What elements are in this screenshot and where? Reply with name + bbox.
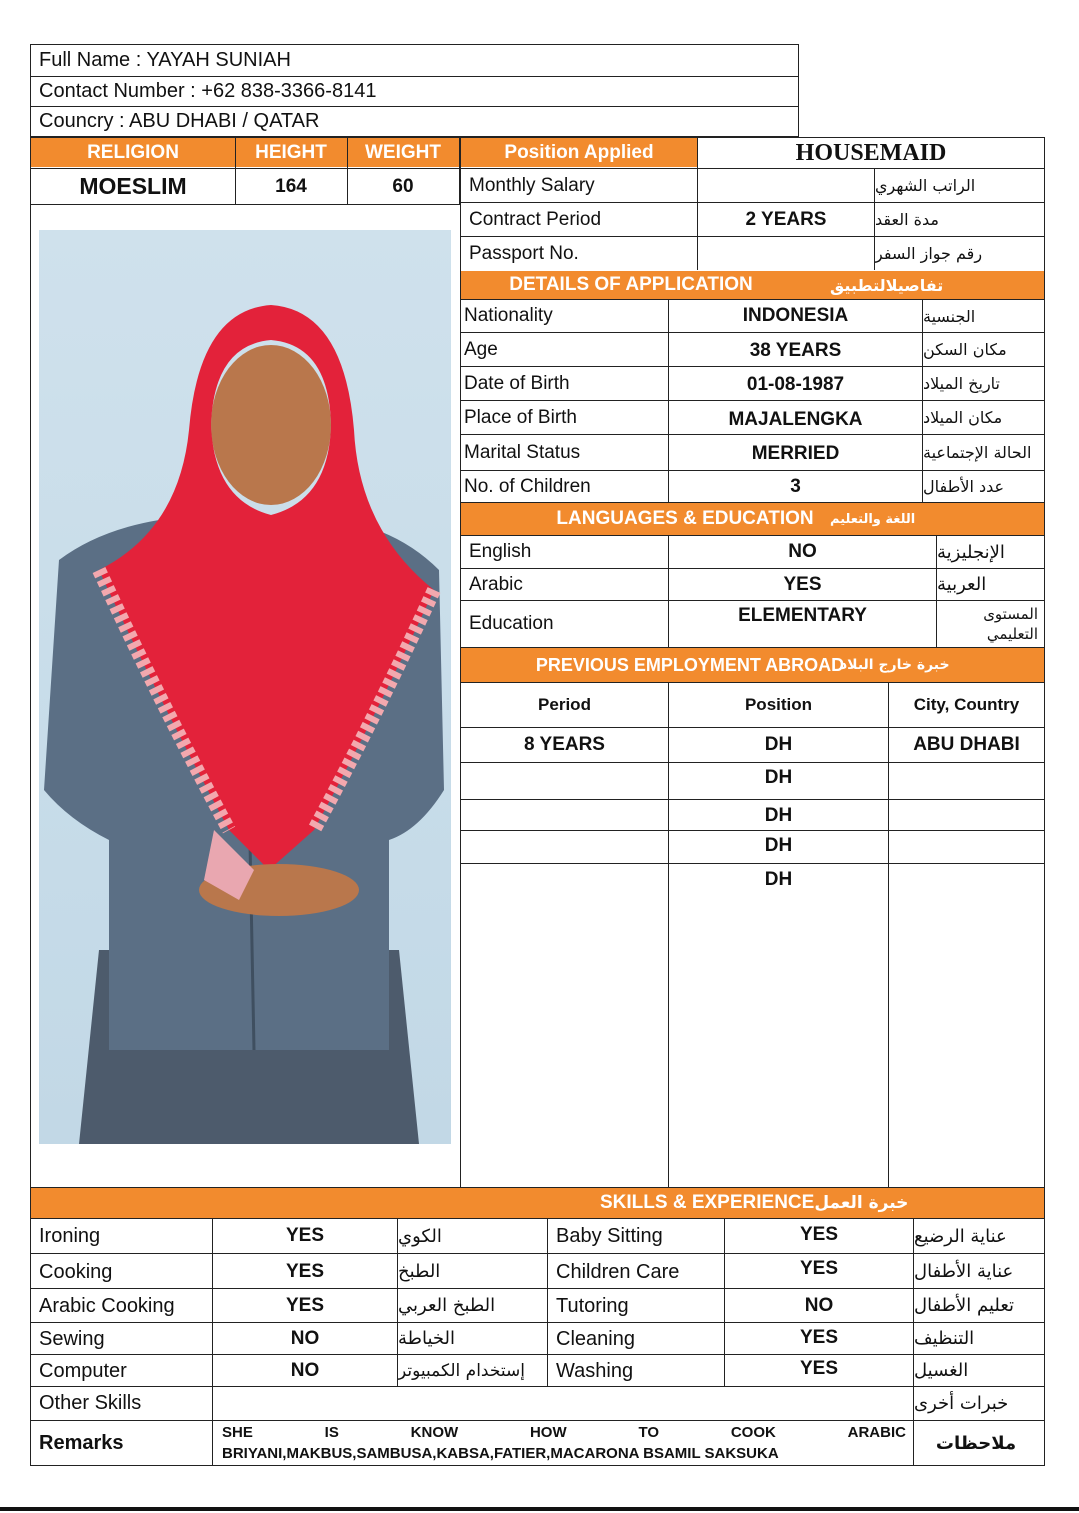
other-skills-label: Other Skills	[39, 1392, 142, 1414]
skill-children-care-label: Children Care	[556, 1260, 680, 1283]
pob-label: Place of Birth	[464, 406, 577, 428]
remarks-word: ARABIC	[847, 1424, 906, 1441]
skill-children-care-value: YES	[799, 1258, 839, 1279]
remarks-word: KNOW	[410, 1424, 459, 1441]
skill-ironing-label: Ironing	[39, 1224, 101, 1247]
skill-washing-label: Washing	[556, 1359, 634, 1382]
children-value: 3	[790, 475, 801, 497]
full-name: Full Name : YAYAH SUNIAH	[39, 49, 291, 71]
applicant-photo	[39, 230, 451, 1144]
passport-label: Passport No.	[469, 242, 579, 264]
nationality-label: Nationality	[464, 305, 553, 326]
skill-cooking-label: Cooking	[39, 1260, 113, 1283]
contract-period-label: Contract Period	[469, 208, 602, 230]
position-applied-label: Position Applied	[504, 141, 654, 163]
children-arabic: عدد الأطفال	[923, 477, 1005, 496]
skill-baby-sitting-label: Baby Sitting	[556, 1224, 663, 1247]
remarks-label: Remarks	[39, 1432, 124, 1454]
nationality-value: INDONESIA	[742, 305, 849, 326]
skills-header-en: SKILLS & EXPERIENCE	[600, 1192, 815, 1213]
employment-header: PREVIOUS EMPLOYMENT ABROAD	[535, 654, 845, 675]
skill-tutoring-value: NO	[804, 1294, 834, 1316]
employment-row-city: ABU DHABI	[913, 734, 1020, 755]
monthly-salary-arabic: الراتب الشهري	[875, 176, 976, 195]
remarks-word: COOK	[730, 1424, 776, 1441]
skill-tutoring-arabic: تعليم الأطفال	[914, 1295, 1015, 1316]
english-label: English	[469, 541, 532, 562]
remarks-line-2: BRIYANI,MAKBUS,SAMBUSA,KABSA,FATIER,MACARONA BSAMIL SAKSUKA	[222, 1445, 779, 1462]
other-skills-value	[213, 1387, 913, 1420]
employment-row-position: DH	[764, 767, 793, 788]
skill-sewing-label: Sewing	[39, 1327, 105, 1350]
height-label: HEIGHT	[255, 141, 327, 163]
skill-sewing-value: NO	[290, 1328, 320, 1349]
applicant-photo-figure	[39, 230, 451, 1144]
skill-sewing-arabic: الخياطة	[398, 1328, 455, 1349]
marital-label: Marital Status	[464, 441, 581, 463]
skill-ironing-value: YES	[285, 1225, 325, 1246]
remarks-word: TO	[638, 1424, 660, 1441]
height-value: 164	[275, 175, 307, 197]
remarks-word: SHE	[222, 1424, 253, 1441]
dob-arabic: تاريخ الميلاد	[923, 374, 1000, 393]
nationality-arabic: الجنسية	[923, 306, 976, 326]
skill-children-care-arabic: عناية الأطفال	[914, 1260, 1014, 1282]
remarks-word: IS	[324, 1424, 339, 1441]
skills-header-arabic: خبرة العمل	[814, 1193, 909, 1213]
skill-baby-sitting-value: YES	[799, 1224, 839, 1245]
dob-label: Date of Birth	[464, 372, 570, 394]
languages-header: LANGUAGES & EDUCATION	[556, 508, 814, 529]
marital-arabic: الحالة الإجتماعية	[923, 443, 1032, 462]
education-value: ELEMENTARY	[738, 605, 867, 626]
education-arabic: المستوى التعليمي	[983, 605, 1038, 643]
details-header: DETAILS OF APPLICATION	[509, 274, 753, 295]
passport-arabic: رقم جواز السفر	[875, 244, 983, 263]
education-label: Education	[469, 613, 554, 634]
employment-col-city: City, Country	[913, 695, 1020, 714]
employment-row-position: DH	[764, 734, 793, 755]
contract-period-value: 2 YEARS	[745, 208, 827, 230]
employment-header-arabic: خبرة خارج البلاد	[840, 657, 950, 673]
children-label: No. of Children	[464, 475, 591, 497]
arabic-label: Arabic	[469, 573, 523, 595]
monthly-salary-label: Monthly Salary	[469, 174, 595, 196]
employment-row-position: DH	[764, 835, 793, 856]
languages-header-arabic: اللغة والتعليم	[830, 511, 916, 527]
employment-row: 8 YEARS	[524, 734, 605, 755]
country: Councry : ABU DHABI / QATAR	[39, 110, 320, 132]
pob-value: MAJALENGKA	[728, 408, 863, 430]
skill-cleaning-label: Cleaning	[556, 1327, 635, 1350]
age-label: Age	[464, 338, 498, 360]
passport-value	[698, 237, 874, 270]
employment-col-period: Period	[538, 695, 591, 714]
skill-arabic-cooking-arabic: الطبخ العربي	[398, 1295, 496, 1316]
skill-cleaning-value: YES	[799, 1327, 839, 1348]
marital-value: MERRIED	[751, 442, 840, 464]
skills-header	[600, 1188, 1040, 1218]
age-value: 38 YEARS	[749, 339, 842, 361]
arabic-value: YES	[783, 573, 822, 595]
skill-computer-label: Computer	[39, 1359, 127, 1382]
skill-baby-sitting-arabic: عناية الرضيع	[914, 1225, 1007, 1247]
skill-ironing-arabic: الكوي	[398, 1225, 442, 1247]
employment-row-position: DH	[764, 805, 793, 826]
weight-label: WEIGHT	[365, 141, 441, 163]
skill-arabic-cooking-value: YES	[285, 1295, 325, 1316]
remarks-arabic: ملاحظات	[935, 1433, 1017, 1454]
skill-cooking-arabic: الطبخ	[398, 1260, 441, 1282]
religion-label: RELIGION	[87, 141, 179, 163]
skill-computer-arabic: إستخدام الكمبيوتر	[398, 1360, 525, 1381]
skill-computer-value: NO	[290, 1360, 320, 1381]
contact-number: Contact Number : +62 838-3366-8141	[39, 80, 377, 102]
age-arabic: مكان السكن	[923, 340, 1007, 359]
skill-tutoring-label: Tutoring	[556, 1294, 629, 1317]
remarks-word: HOW	[529, 1424, 567, 1441]
page-bottom-rule	[0, 1507, 1079, 1511]
skill-washing-arabic: الغسيل	[914, 1360, 969, 1381]
employment-col-position: Position	[744, 695, 813, 714]
remarks-line-1	[222, 1424, 906, 1443]
remarks-text	[222, 1424, 906, 1464]
position-value: HOUSEMAID	[795, 139, 947, 166]
english-arabic: الإنجليزية	[937, 541, 1005, 563]
skill-arabic-cooking-label: Arabic Cooking	[39, 1294, 175, 1317]
other-skills-arabic: خبرات أخرى	[914, 1393, 1009, 1414]
weight-value: 60	[392, 175, 414, 197]
pob-arabic: مكان الميلاد	[923, 408, 1003, 427]
religion-value: MOESLIM	[79, 173, 187, 199]
dob-value: 01-08-1987	[746, 373, 845, 395]
employment-row-position: DH	[764, 869, 793, 890]
details-header-arabic: تفاصيلالتطبيق	[830, 275, 944, 295]
skill-cooking-value: YES	[285, 1261, 325, 1282]
monthly-salary-value	[698, 169, 874, 202]
arabic-arabic: العربية	[937, 574, 987, 595]
english-value: NO	[788, 541, 817, 562]
skill-washing-value: YES	[799, 1358, 839, 1379]
skill-cleaning-arabic: التنظيف	[914, 1328, 975, 1349]
contract-period-arabic: مدة العقد	[875, 210, 939, 229]
